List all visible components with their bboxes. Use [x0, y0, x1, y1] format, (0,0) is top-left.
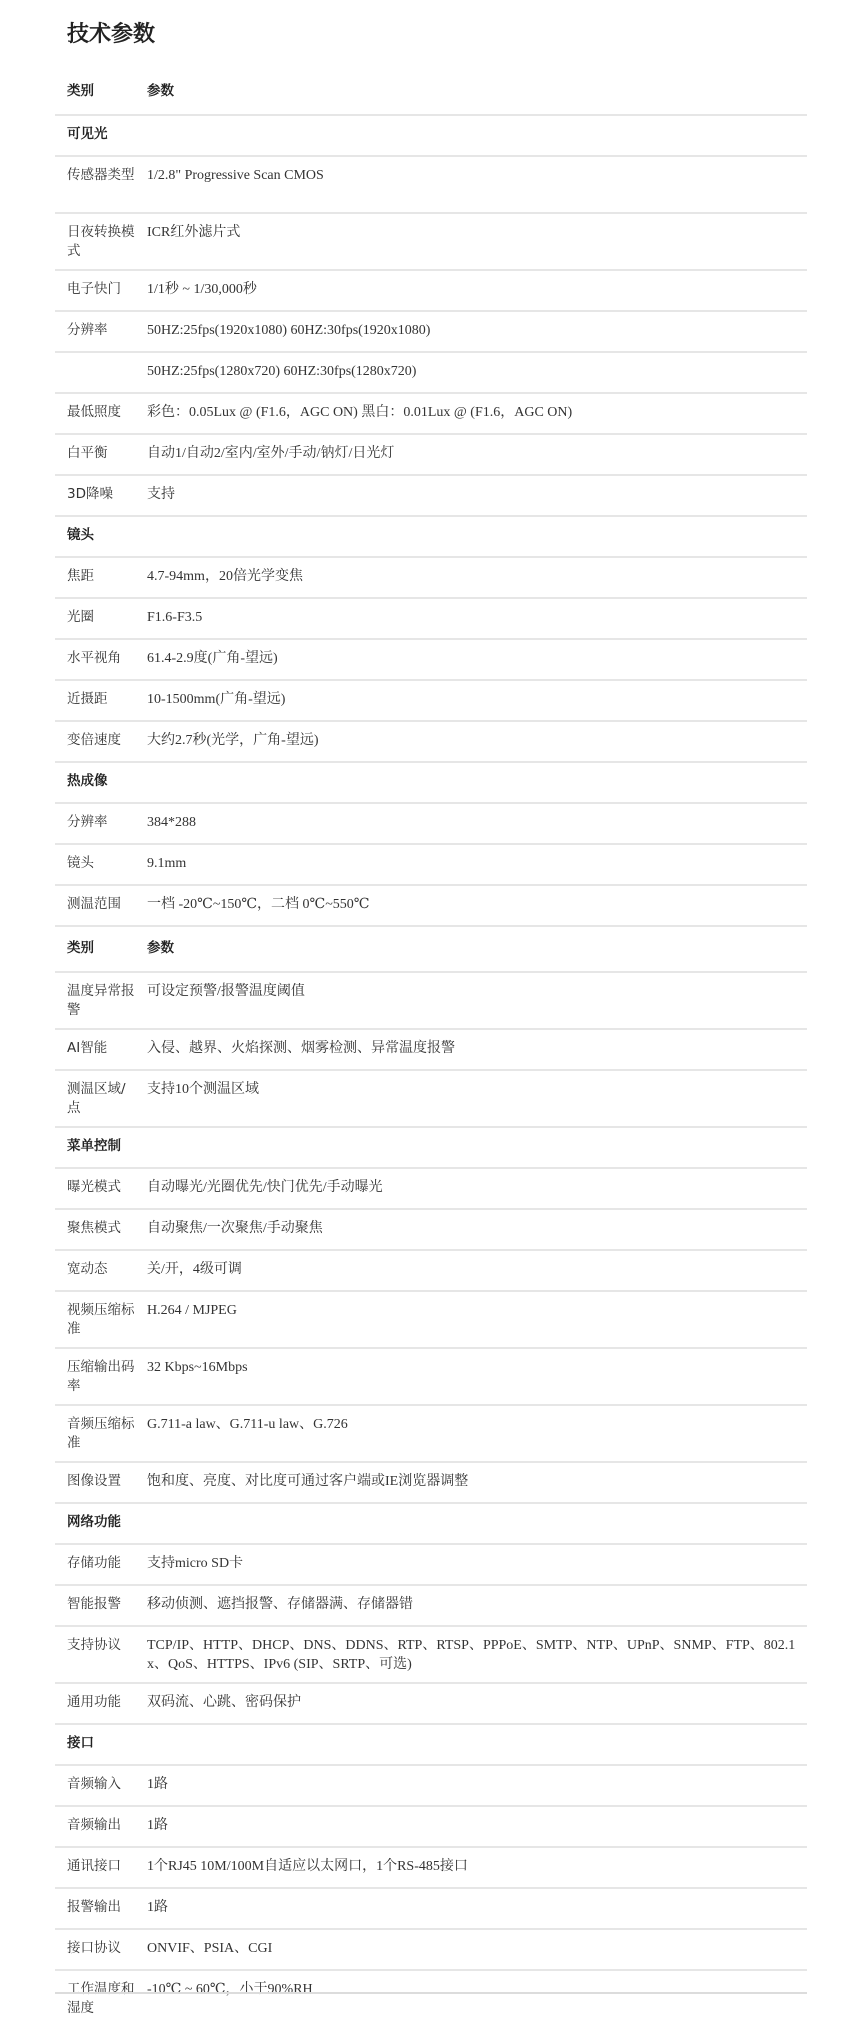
table-row	[55, 1291, 807, 1348]
row-value: 一档 -20℃~150℃，二档 0℃~550℃	[137, 885, 807, 926]
row-value: 大约2.7秒(光学，广角-望远)	[137, 721, 807, 762]
table-row	[55, 844, 807, 885]
table-row	[55, 1585, 807, 1626]
row-label: 曝光模式	[55, 1168, 137, 1209]
row-label	[55, 352, 137, 393]
row-value: 关/开，4级可调	[137, 1250, 807, 1291]
table-row	[55, 1250, 807, 1291]
row-value: 双码流、心跳、密码保护	[137, 1683, 807, 1724]
row-label: 视频压缩标准	[55, 1291, 137, 1348]
row-label: 电子快门	[55, 270, 137, 311]
header-category: 类别	[55, 926, 137, 972]
row-value: 10-1500mm(广角-望远)	[137, 680, 807, 721]
row-value: 支持micro SD卡	[137, 1544, 807, 1585]
section-title: 热成像	[55, 762, 807, 803]
table-row	[55, 803, 807, 844]
bottom-divider	[55, 1992, 807, 1994]
table-row-last	[55, 1970, 807, 2026]
section-interface	[55, 1724, 807, 1765]
row-value: 1路	[137, 1888, 807, 1929]
row-value: 饱和度、亮度、对比度可通过客户端或IE浏览器调整	[137, 1462, 807, 1503]
table-header-row	[55, 70, 807, 115]
header-param: 参数	[137, 70, 807, 115]
row-value: 61.4-2.9度(广角-望远)	[137, 639, 807, 680]
section-visible	[55, 115, 807, 156]
section-title: 可见光	[55, 115, 807, 156]
table-row	[55, 1168, 807, 1209]
row-label: 镜头	[55, 844, 137, 885]
row-label: 传感器类型	[55, 156, 137, 213]
row-label: 报警输出	[55, 1888, 137, 1929]
row-label: 压缩输出码率	[55, 1348, 137, 1405]
table-row	[55, 885, 807, 926]
header-category: 类别	[55, 70, 137, 115]
table-row	[55, 270, 807, 311]
row-value: TCP/IP、HTTP、DHCP、DNS、DDNS、RTP、RTSP、PPPoE、SMTP、NTP、UPnP、SNMP、FTP、802.1x、QoS、HTTPS、IPv6 (SIP、SRTP、可选)	[137, 1626, 807, 1683]
row-label: 音频输出	[55, 1806, 137, 1847]
row-value: 入侵、越界、火焰探测、烟雾检测、异常温度报警	[137, 1029, 807, 1070]
table-row	[55, 156, 807, 213]
table-row	[55, 680, 807, 721]
row-value: ICR红外滤片式	[137, 213, 807, 270]
section-title: 菜单控制	[55, 1127, 807, 1168]
table-row	[55, 1462, 807, 1503]
row-value: 移动侦测、遮挡报警、存储器满、存储器错	[137, 1585, 807, 1626]
table-row	[55, 1209, 807, 1250]
section-title: 接口	[55, 1724, 807, 1765]
row-label: 白平衡	[55, 434, 137, 475]
header-param: 参数	[137, 926, 807, 972]
row-value: 支持	[137, 475, 807, 516]
row-value: 9.1mm	[137, 844, 807, 885]
row-label: 音频输入	[55, 1765, 137, 1806]
table-row	[55, 1929, 807, 1970]
row-value: H.264 / MJPEG	[137, 1291, 807, 1348]
row-value: G.711-a law、G.711-u law、G.726	[137, 1405, 807, 1462]
row-value: 1/1秒 ~ 1/30,000秒	[137, 270, 807, 311]
table-row	[55, 475, 807, 516]
row-label: 通用功能	[55, 1683, 137, 1724]
row-label: 分辨率	[55, 803, 137, 844]
row-label: 3D降噪	[55, 475, 137, 516]
table-row	[55, 1806, 807, 1847]
row-value: 50HZ:25fps(1280x720) 60HZ:30fps(1280x720)	[137, 352, 807, 393]
row-value: F1.6-F3.5	[137, 598, 807, 639]
row-label: 最低照度	[55, 393, 137, 434]
row-value: 自动曝光/光圈优先/快门优先/手动曝光	[137, 1168, 807, 1209]
table-row	[55, 352, 807, 393]
table-row	[55, 1405, 807, 1462]
row-value: ONVIF、PSIA、CGI	[137, 1929, 807, 1970]
row-label: 工作温度和湿度	[67, 1981, 135, 2016]
table-row	[55, 1070, 807, 1127]
table-row	[55, 1029, 807, 1070]
row-label: 光圈	[55, 598, 137, 639]
table-row	[55, 1765, 807, 1806]
section-network	[55, 1503, 807, 1544]
row-label: 存储功能	[55, 1544, 137, 1585]
table-row	[55, 557, 807, 598]
section-title: 网络功能	[55, 1503, 807, 1544]
row-label: 水平视角	[55, 639, 137, 680]
row-label: 近摄距	[55, 680, 137, 721]
row-value: 1路	[137, 1806, 807, 1847]
table-row	[55, 1544, 807, 1585]
row-value: 自动聚焦/一次聚焦/手动聚焦	[137, 1209, 807, 1250]
table-row	[55, 972, 807, 1029]
table-row	[55, 1348, 807, 1405]
row-label: 通讯接口	[55, 1847, 137, 1888]
row-label: 智能报警	[55, 1585, 137, 1626]
row-label: 分辨率	[55, 311, 137, 352]
table-row	[55, 639, 807, 680]
table-row	[55, 1847, 807, 1888]
table-row	[55, 434, 807, 475]
table-row	[55, 1683, 807, 1724]
row-value: 彩色：0.05Lux @ (F1.6，AGC ON) 黑白：0.01Lux @ (F1.6，AGC ON)	[137, 393, 807, 434]
table-row	[55, 1626, 807, 1683]
page-title: 技术参数	[67, 22, 156, 47]
row-value: 支持10个测温区域	[137, 1070, 807, 1127]
row-value: 1/2.8" Progressive Scan CMOS	[137, 156, 807, 213]
row-value: 1个RJ45 10M/100M自适应以太网口，1个RS-485接口	[137, 1847, 807, 1888]
table-row	[55, 598, 807, 639]
row-label: 日夜转换模式	[55, 213, 137, 270]
row-label: 测温范围	[55, 885, 137, 926]
row-label: 支持协议	[55, 1626, 137, 1683]
row-label: 音频压缩标准	[55, 1405, 137, 1462]
table-row	[55, 1888, 807, 1929]
table-row	[55, 311, 807, 352]
section-thermal	[55, 762, 807, 803]
row-value: 可设定预警/报警温度阈值	[137, 972, 807, 1029]
table-header-row-2	[55, 926, 807, 972]
row-label: 焦距	[55, 557, 137, 598]
row-label: 接口协议	[55, 1929, 137, 1970]
table-row	[55, 213, 807, 270]
row-label: 聚焦模式	[55, 1209, 137, 1250]
section-menu	[55, 1127, 807, 1168]
row-value: 32 Kbps~16Mbps	[137, 1348, 807, 1405]
table-row	[55, 393, 807, 434]
row-value: 50HZ:25fps(1920x1080) 60HZ:30fps(1920x1080)	[137, 311, 807, 352]
row-value: -10℃ ~ 60℃，小于90%RH	[147, 1982, 313, 1997]
row-label: AI智能	[55, 1029, 137, 1070]
row-label: 宽动态	[55, 1250, 137, 1291]
row-label: 变倍速度	[55, 721, 137, 762]
row-value: 4.7-94mm，20倍光学变焦	[137, 557, 807, 598]
table-row	[55, 721, 807, 762]
section-title: 镜头	[55, 516, 807, 557]
spec-table	[55, 70, 807, 2026]
row-label: 测温区域/点	[55, 1070, 137, 1127]
row-value: 自动1/自动2/室内/室外/手动/钠灯/日光灯	[137, 434, 807, 475]
section-lens	[55, 516, 807, 557]
row-value: 1路	[137, 1765, 807, 1806]
row-label: 图像设置	[55, 1462, 137, 1503]
row-label: 温度异常报警	[55, 972, 137, 1029]
row-value: 384*288	[137, 803, 807, 844]
